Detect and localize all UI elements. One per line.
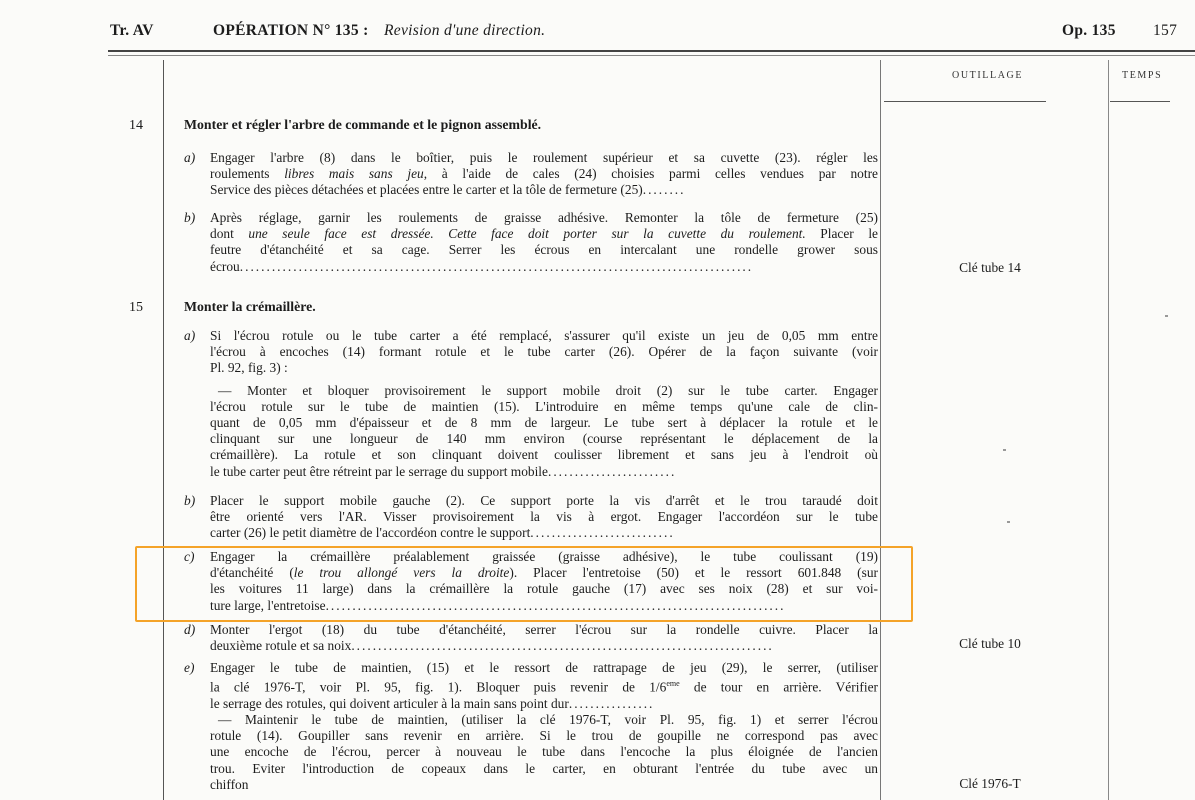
- text-line: Monter l'ergot (18) du tube d'étanchéité, serrer l'écrou sur la rondelle cuivre. Placer la: [210, 622, 878, 637]
- text-line: — Monter et bloquer provisoirement le support mobile droit (2) sur le tube carter. Engager: [218, 382, 878, 398]
- time-column-header: TEMPS: [1122, 70, 1163, 81]
- item-label: b): [184, 210, 196, 225]
- text-line: écrou: [210, 258, 240, 274]
- item-label: c): [184, 549, 195, 564]
- tool-label: Clé tube 10: [959, 636, 1021, 651]
- page-number: 157: [1153, 22, 1178, 39]
- item-label: d): [184, 622, 196, 637]
- step-14-a: [184, 150, 878, 199]
- text-line: Placer le support mobile gauche (2). Ce support porte la vis d'arrêt et le trou taraudé doit: [210, 493, 878, 508]
- text-line: la clé 1976-T, voir Pl. 95, fig. 1). Bloquer puis revenir de 1/6: [210, 679, 667, 695]
- text-emphasis: une seule face est dressée. Cette face doit porter sur la cuvette du roulement.: [248, 226, 806, 242]
- leader-dots: ...........................: [530, 525, 675, 541]
- text-line: d'étanchéité (: [210, 565, 294, 581]
- text-line: trou. Eviter l'introduction de copeaux dans le carter, en obturant l'entrée du tube avec un: [210, 760, 878, 776]
- text-line: les voitures 11 large) dans la crémaillère la rotule gauche (17) avec ses noix (28) et sur voi-: [210, 581, 878, 597]
- item-label: e): [184, 660, 195, 675]
- operation-title: OPÉRATION N° 135 :: [213, 22, 369, 39]
- tools-header-rule: [884, 101, 1046, 102]
- text-line: ). Placer l'entretoise (50) et le ressort 601.848 (sur: [509, 565, 879, 581]
- text-line: Service des pièces détachées et placées entre le carter et la tôle de fermeture (25): [210, 182, 643, 198]
- section-code: Tr. AV: [110, 22, 154, 39]
- highlight-box: [135, 546, 913, 622]
- text-line: clinquant sur une longueur de 140 mm environ (course représentant le déplacement de la: [210, 431, 878, 447]
- operation-ref: Op. 135: [1062, 22, 1116, 39]
- text-line: ture large, l'entretoise: [210, 597, 326, 613]
- text-line: Engager la crémaillère préalablement graissée (graisse adhésive), le tube coulissant (19): [210, 549, 878, 564]
- text-line: rotule (14). Goupiller sans revenir en arrière. Si le trou de goupille ne correspond pas avec: [210, 728, 878, 744]
- text-line: le serrage des rotules, qui doivent articuler à la main sans point dur: [210, 695, 569, 711]
- text-line: Pl. 92, fig. 3) :: [210, 360, 288, 376]
- time-header-rule: [1110, 101, 1170, 102]
- column-divider-tools: [880, 60, 881, 800]
- step-title: Monter et régler l'arbre de commande et le pignon assemblé.: [184, 117, 542, 132]
- text-line: l'écrou à encoches (14) formant rotule et le tube carter (26). Opérer de la façon suivante (voir: [210, 344, 878, 360]
- column-divider-time: [1108, 60, 1109, 800]
- text-line: Engager le tube de maintien, (15) et le ressort de rattrapage de jeu (29), le serrer, (utiliser: [210, 660, 878, 675]
- tool-label: Clé 1976-T: [959, 776, 1021, 791]
- scan-speck: [1165, 315, 1168, 317]
- text-line: Engager l'arbre (8) dans le boîtier, puis le roulement supérieur et sa cuvette (23). régler les: [210, 150, 878, 165]
- step-number: 14: [129, 118, 143, 133]
- leader-dots: ................................................................................................: [239, 258, 754, 274]
- step-15-a: [184, 328, 878, 480]
- leader-dots: ................: [568, 695, 655, 711]
- text-line: chiffon: [210, 776, 249, 792]
- item-label: b): [184, 493, 196, 508]
- text-line: — Maintenir le tube de maintien, (utiliser la clé 1976-T, voir Pl. 95, fig. 1) et serrer l'écrou: [218, 712, 878, 728]
- text-line: Si l'écrou rotule ou le tube carter a été remplacé, s'assurer qu'il existe un jeu de 0,05 mm entre: [210, 328, 878, 343]
- text-emphasis: le trou allongé vers la droite: [293, 565, 510, 581]
- leader-dots: ........: [642, 182, 686, 198]
- text-line: , à l'aide de cales (24) choisies parmi celles vendues par notre: [423, 166, 878, 182]
- item-label: a): [184, 328, 196, 343]
- text-emphasis: libres mais sans jeu: [284, 166, 424, 182]
- text-line: quant de 0,05 mm d'épaisseur et de 8 mm de largeur. Le tube sert à déplacer la rotule et le: [210, 415, 878, 431]
- column-divider-numbers: [163, 60, 164, 800]
- step-title: Monter la crémaillère.: [184, 299, 316, 314]
- text-line: le tube carter peut être rétreint par le serrage du support mobile: [210, 463, 548, 479]
- leader-dots: ......................................................................................: [325, 597, 786, 613]
- scan-speck: [1003, 449, 1006, 451]
- step-number: 15: [129, 300, 143, 315]
- scan-speck: [1007, 521, 1010, 523]
- text-line: carter (26) le petit diamètre de l'accordéon contre le support: [210, 525, 531, 541]
- step-14-b: [184, 210, 878, 275]
- text-line: dont: [210, 226, 249, 242]
- header-rule-thin: [108, 55, 1195, 56]
- text-line: une encoche de l'écrou, percer à nouveau le tube dans l'encoche la plus éloignée de l'ancien: [210, 744, 878, 760]
- step-15-d: [184, 622, 878, 654]
- superscript: eme: [666, 679, 680, 689]
- text-line: roulements: [210, 166, 285, 182]
- tools-column-header: OUTILLAGE: [952, 70, 1024, 81]
- text-line: feutre d'étanchéité et sa cage. Serrer les écrous en intercalant une rondelle grower sous: [210, 242, 878, 258]
- step-15-b: [184, 493, 878, 542]
- text-line: de tour en arrière. Vérifier: [679, 679, 878, 695]
- text-line: Placer le: [805, 226, 879, 242]
- text-line: deuxième rotule et sa noix: [210, 638, 352, 654]
- leader-dots: ...............................................................................: [351, 638, 774, 654]
- text-line: être orienté vers l'AR. Visser provisoirement la vis à ergot. Engager l'accordéon sur le tube: [210, 509, 878, 525]
- item-label: a): [184, 150, 196, 165]
- text-line: l'écrou rotule sur le tube de maintien (15). L'introduire en même temps qu'une cale de clin-: [210, 398, 878, 414]
- leader-dots: ........................: [547, 463, 677, 479]
- text-line: Après réglage, garnir les roulements de graisse adhésive. Remonter la tôle de fermeture (25): [210, 210, 878, 225]
- page-header: [0, 22, 1195, 46]
- text-line: crémaillère). La rotule et son clinquant doivent coulisser librement et sans jeu à l'endroit où: [210, 447, 878, 463]
- step-15-e: [184, 660, 878, 793]
- operation-subtitle: Revision d'une direction.: [384, 22, 546, 39]
- header-rule: [108, 50, 1195, 52]
- tool-label: Clé tube 14: [959, 260, 1021, 275]
